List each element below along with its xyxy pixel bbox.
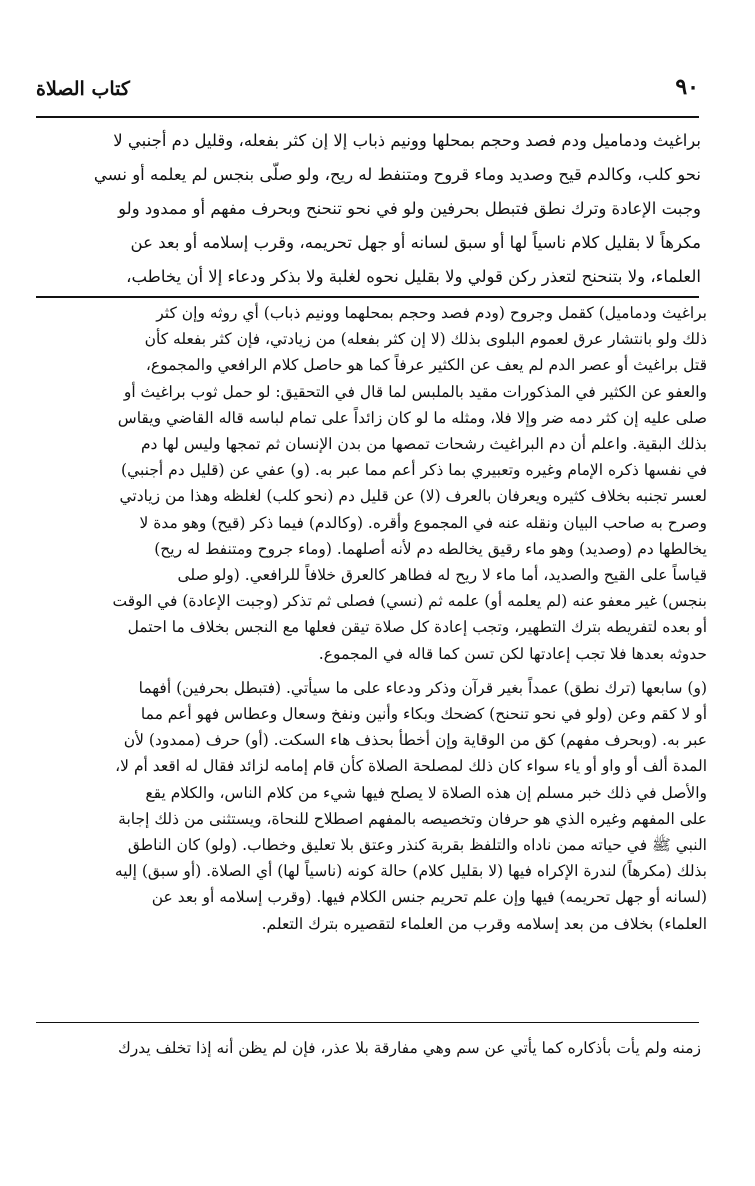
commentary-line: (و) سابعها (ترك نطق) عمداً بغير قرآن وذكر ودعاء على ما سيأتي. (فتبطل بحرفين) أفهما (138, 678, 707, 697)
commentary-line: والأصل في ذلك خبر مسلم إن هذه الصلاة لا يصلح فيها شيء من كلام الناس، والكلام يقع (145, 783, 707, 802)
commentary-line: النبي ﷺ في حياته ممن ناداه والتلفظ بقربة كنذر وعتق بلا تعليق وخطاب. (ولو) كان الناطق (127, 836, 707, 855)
main-text-line: وجبت الإعادة وترك نطق فتبطل بحرفين ولو في نحو تنحنح وبحرف مفهم أو ممدود ولو (118, 199, 701, 218)
commentary-line: بذلك البقية. واعلم أن دم البراغيث رشحات تمصها من بدن الإنسان ثم تمجها وليس لها دم (140, 435, 707, 454)
main-text-divider (36, 296, 699, 298)
footnote: زمنه ولم يأت بأذكاره كما يأتي عن سم وهي مفارقة بلا عذر، فإن لم يظن أنه إذا تخلف يدرك (117, 1039, 701, 1057)
main-text-line: مكرهاً لا بقليل كلام ناسياً لها أو سبق لسانه أو جهل تحريمه، وقرب إسلامه أو بعد عن (130, 233, 701, 252)
commentary-line: المدة ألف أو واو أو ياء سواء كان ذلك لمصلحة الصلاة كأن قام إمامه لزائد فقال له اقعد أم لا، (115, 757, 707, 776)
commentary-line: بذلك (مكرهاً) لندرة الإكراه فيها (لا بقليل كلام) حالة كونه (ناسياً لها) أي الصلاة. (أو سبق) إليه (114, 862, 707, 881)
commentary-line: وصرح به صاحب البيان ونقله عنه في المجموع وأقره. (وكالدم) فيما ذكر (قيح) وهو مدة لا (139, 513, 707, 532)
main-text-line: العلماء، ولا بتنحنح لتعذر ركن قولي ولا بقليل نحوه لغلبة ولا بذكر ودعاء إلا أن يخاطب، (126, 267, 701, 286)
commentary-paragraph (34, 300, 707, 667)
commentary-line: أو لا كقم وعن (ولو في نحو تنحنح) كضحك وبكاء وأنين ونفخ وسعال وعطاس فهو أعم مما (140, 705, 707, 724)
commentary-line: حدوثه بعدها فلا تجب إعادتها لكن تسن كما قاله في المجموع. (318, 644, 707, 663)
footnote-divider (36, 1022, 699, 1023)
commentary-line: قياساً على القيح والصديد، أما ماء لا ريح له فطاهر كالعرق خلافاً للرافعي. (ولو صلى (177, 566, 707, 585)
commentary (34, 300, 707, 937)
commentary-line: ذلك ولو بانتشار عرق لعموم البلوى بذلك (لا إن كثر بفعله) من زيادتي، فإن كثر بفعله كأن (144, 330, 707, 349)
commentary-line: على المفهم وغيره الذي هو حرفان وتخصيصه بالمفهم اصطلاح للنحاة، ويستثنى من ذلك إجابة (118, 809, 707, 828)
page-header (36, 72, 699, 110)
commentary-line: بنجس) غير معفو عنه (لم يعلمه أو) علمه ثم (نسي) فصلى ثم تذكر (وجبت الإعادة) في الوقت (112, 592, 707, 611)
commentary-line: صلى عليه إن كثر دمه ضر وإلا فلا، ومثله ما لو كان زائداً على تمام لباسه قاله القاضي ويقاس (117, 408, 707, 427)
commentary-line: براغيث ودماميل) كقمل وجروح (ودم فصد وحجم بمحلهما وونيم ذباب) أي روثه وإن كثر (156, 304, 707, 322)
commentary-line: أو بعده لتفريطه بترك التطهير، وتجب إعادة كل صلاة تيقن فعلها مع النجس بخلاف ما احتمل (127, 618, 707, 637)
commentary-line: والعفو عن الكثير في المذكورات مقيد بالملبس لما قال في التحقيق: لو حمل ثوب براغيث أو (123, 382, 707, 401)
commentary-line: العلماء) بخلاف من بعد إسلامه وقرب من العلماء لتقصيره بترك التعلم. (261, 914, 707, 933)
main-text-line: براغيث ودماميل ودم فصد وحجم بمحلها وونيم ذباب إلا إن كثر بفعله، وقليل دم أجنبي لا (113, 131, 701, 150)
commentary-line: قتل براغيث أو عصر الدم لم يعف عن الكثير عرفاً كما هو حاصل كلام الرافعي والمجموع، (145, 356, 707, 375)
header-divider (36, 116, 699, 118)
main-text-line: نحو كلب، وكالدم قيح وصديد وماء قروح ومتنفط له ريح، ولو صلّى بنجس لم يعلمه أو نسي (93, 165, 701, 184)
commentary-line: عبر به. (وبحرف مفهم) كق من الوقاية وإن أخطأ بحذف هاء السكت. (أو) حرف (ممدود) لأن (123, 731, 707, 750)
commentary-line: يخالطها دم (وصديد) وهو ماء رقيق يخالطه دم لأنه أصلهما. (وماء جروح ومتنفط له ريح) (154, 539, 707, 558)
commentary-paragraph (34, 675, 707, 937)
commentary-line: (لسانه أو جهل تحريمه) فيها وإن علم تحريم جنس الكلام فيها. (وقرب إسلامه أو بعد عن (151, 888, 707, 907)
page-number: ٩٠ (675, 74, 699, 100)
main-text (34, 124, 701, 294)
chapter-title: كتاب الصلاة (36, 78, 130, 100)
commentary-line: في نفسها ذكره الإمام وغيره وتعبيري بما ذكر أعم مما عبر به. (و) عفي عن (قليل دم أجنبي) (121, 461, 707, 480)
commentary-line: لعسر تجنبه بخلاف كثيره ويعرفان بالعرف (لا) عن قليل دم (نحو كلب) لغلظه وهذا من زيادتي (119, 487, 707, 506)
